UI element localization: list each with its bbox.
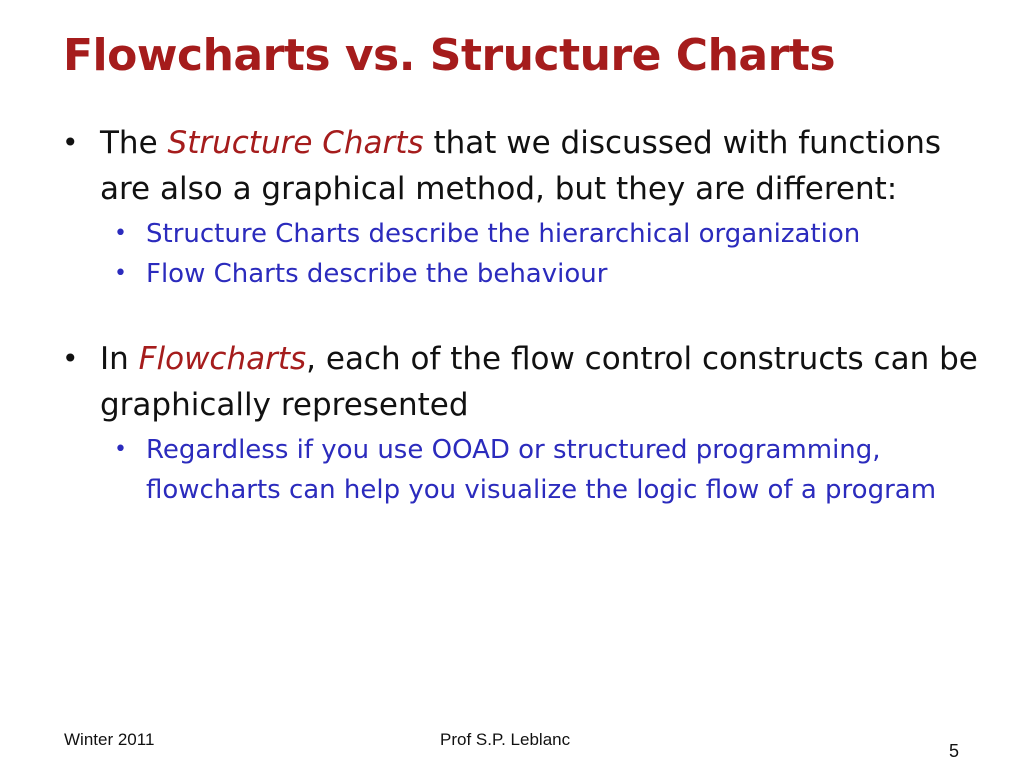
bullet-marker: •: [62, 126, 79, 159]
sub-bullet-ooad: [114, 430, 982, 510]
bullet-emphasis: Structure Charts: [167, 125, 424, 161]
bullet-marker: •: [62, 342, 79, 375]
sub-list-flowcharts: [114, 430, 982, 510]
bullet-text-post: , each of the flow control constructs can be graphically represented: [100, 341, 978, 423]
sub-bullet-text: Flow Charts describe the behaviour: [146, 259, 608, 289]
bullet-text-post: that we discussed with functions are also a graphical method, but they are different:: [100, 125, 941, 207]
footer-term: Winter 2011: [64, 730, 155, 749]
bullet-text-pre: The: [100, 125, 168, 161]
slide-title: Flowcharts vs. Structure Charts: [63, 30, 836, 81]
sub-bullet-text: Regardless if you use OOAD or structured programming, flowcharts can help you visualize the logic flow of a program: [146, 435, 937, 505]
page-number: 5: [949, 741, 960, 761]
footer-author: Prof S.P. Leblanc: [440, 730, 571, 749]
sub-bullet-marker: •: [114, 221, 127, 246]
sub-bullet-text: Structure Charts describe the hierarchical organization: [146, 219, 861, 249]
bullet-flowcharts: [62, 336, 982, 428]
sub-bullet-marker: •: [114, 261, 127, 286]
sub-bullet-hierarchical: [114, 214, 982, 254]
sub-bullet-marker: •: [114, 437, 127, 462]
bullet-structure-charts: [62, 120, 982, 212]
spacer: [62, 294, 982, 336]
sub-list-structure-charts: [114, 214, 982, 294]
slide-content: [62, 120, 982, 510]
bullet-emphasis: Flowcharts: [138, 341, 307, 377]
sub-bullet-behaviour: [114, 254, 982, 294]
bullet-text-pre: In: [100, 341, 139, 377]
